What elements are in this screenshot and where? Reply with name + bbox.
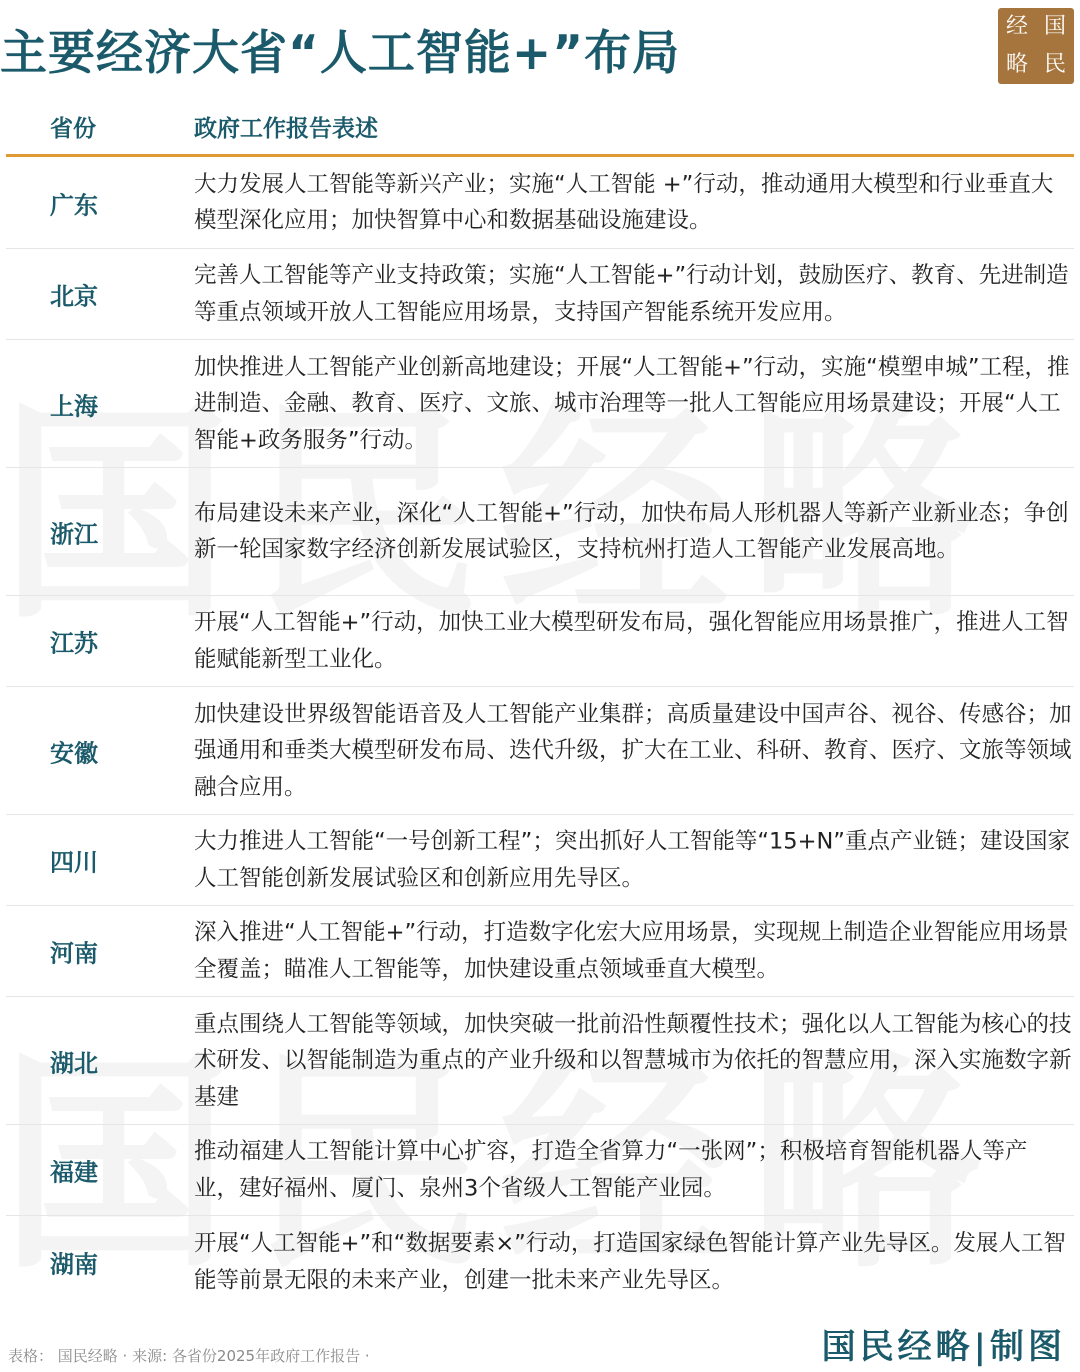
row-province: 湖南 xyxy=(50,1250,98,1279)
row-province: 四川 xyxy=(50,848,98,877)
source-note: 表格： 国民经略 · 来源: 各省份2025年政府工作报告 · xyxy=(8,1347,370,1365)
row-description: 完善人工智能等产业支持政策；实施“人工智能+”行动计划，鼓励医疗、教育、先进制造等重点领域开放人工智能应用场景，支持国产智能系统开发应用。 xyxy=(194,262,1069,325)
province-table xyxy=(6,157,1074,1308)
table-row xyxy=(6,906,1074,997)
row-description: 加快推进人工智能产业创新高地建设；开展“人工智能+”行动，实施“模塑申城”工程，推进制造、金融、教育、医疗、文旅、城市治理等一批人工智能应用场景建设；开展“人工智能+政务服务”行动。 xyxy=(194,353,1070,453)
row-province: 浙江 xyxy=(50,520,98,548)
table-row xyxy=(6,249,1074,340)
row-description: 大力推进人工智能“一号创新工程”；突出抓好人工智能等“15+N”重点产业链；建设国家人工智能创新发展试验区和创新应用先导区。 xyxy=(194,828,1070,891)
row-province: 湖北 xyxy=(50,1049,98,1077)
table-row xyxy=(6,468,1074,596)
table-header xyxy=(6,106,1074,157)
row-province: 上海 xyxy=(50,392,98,420)
column-header-description: 政府工作报告表述 xyxy=(194,116,378,142)
table-row xyxy=(6,596,1074,687)
table-row xyxy=(6,1125,1074,1216)
table-row xyxy=(6,340,1074,468)
table-row xyxy=(6,815,1074,906)
row-province: 江苏 xyxy=(50,629,98,658)
credit-mark: 国民经略|制图 xyxy=(821,1327,1066,1367)
table-row xyxy=(6,997,1074,1125)
row-description: 开展“人工智能+”和“数据要素×”行动，打造国家绿色智能计算产业先导区。发展人工智能等前景无限的未来产业，创建一批未来产业先导区。 xyxy=(194,1230,1066,1293)
row-description: 重点围绕人工智能等领域，加快突破一批前沿性颠覆性技术；强化以人工智能为核心的技术研发、以智能制造为重点的产业升级和以智慧城市为依托的智慧应用，深入实施数字新基建 xyxy=(194,1010,1072,1110)
logo-char: 略 xyxy=(1005,52,1028,77)
logo-char: 国 xyxy=(1043,14,1066,39)
row-province: 广东 xyxy=(50,191,98,219)
row-province: 河南 xyxy=(50,939,98,968)
table-row xyxy=(6,1216,1074,1308)
logo-char: 经 xyxy=(1005,14,1028,39)
table-row xyxy=(6,157,1074,249)
row-description: 开展“人工智能+”行动，加快工业大模型研发布局，强化智能应用场景推广，推进人工智能赋能新型工业化。 xyxy=(194,609,1069,672)
table-row xyxy=(6,687,1074,815)
brand-logo xyxy=(998,8,1074,84)
column-header-province: 省份 xyxy=(50,116,96,142)
page-title: 主要经济大省“人工智能+”布局 xyxy=(0,26,681,81)
row-description: 深入推进“人工智能+”行动，打造数字化宏大应用场景，实现规上制造企业智能应用场景全覆盖；瞄准人工智能等，加快建设重点领域垂直大模型。 xyxy=(194,919,1069,982)
row-description: 布局建设未来产业，深化“人工智能+”行动，加快布局人形机器人等新产业新业态；争创新一轮国家数字经济创新发展试验区，支持杭州打造人工智能产业发展高地。 xyxy=(194,500,1069,563)
row-description: 大力发展人工智能等新兴产业；实施“人工智能 +”行动，推动通用大模型和行业垂直大模型深化应用；加快智算中心和数据基础设施建设。 xyxy=(194,171,1054,234)
row-province: 安徽 xyxy=(50,739,98,767)
row-province: 福建 xyxy=(50,1158,98,1187)
logo-char: 民 xyxy=(1043,52,1066,77)
row-province: 北京 xyxy=(50,282,98,311)
row-description: 推动福建人工智能计算中心扩容，打造全省算力“一张网”；积极培育智能机器人等产业，建好福州、厦门、泉州3个省级人工智能产业园。 xyxy=(194,1138,1028,1201)
row-description: 加快建设世界级智能语音及人工智能产业集群；高质量建设中国声谷、视谷、传感谷；加强通用和垂类大模型研发布局、迭代升级，扩大在工业、科研、教育、医疗、文旅等领域融合应用。 xyxy=(194,700,1072,800)
